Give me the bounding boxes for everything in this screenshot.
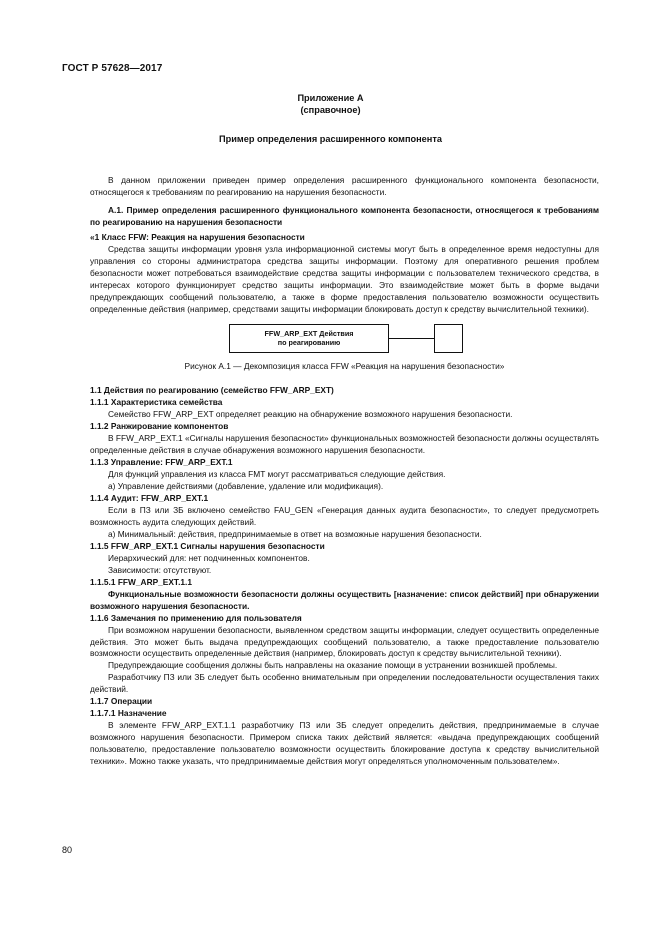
section-1-1-6-heading: 1.1.6 Замечания по применению для пользователя [90, 612, 302, 623]
section-1-1-5-hierarchy: Иерархический для: нет подчиненных компонентов. [108, 552, 310, 563]
annex-heading: Пример определения расширенного компонента [219, 134, 442, 144]
section-1-1-7-1-text: В элементе FFW_ARP_EXT.1.1 разработчику ПЗ или ЗБ следует определить действия, предпринимаемые в случае возможного нарушения безопасности. Примером списка таких действий является: «выдача предупреждающих сообщений пользователю, предоставление пользователю возможности осуществить блокирование доступа к средству вычислительной техники». Можно также указать, что предпринимаемые действия могут определяться уполномоченным пользователем». [90, 720, 599, 767]
section-1-1-6-paragraph-1: При возможном нарушении безопасности, выявленном средством защиты информации, следует осуществить определенные действия. Это может быть выдача предупреждающих сообщений пользователю, а также предоставление пользователю возможности осуществить определенные действия (например, блокировать доступ к средству вычислительной техники). [90, 624, 599, 659]
section-1-1-heading: 1.1 Действия по реагированию (семейство FFW_ARP_EXT) [90, 385, 334, 396]
section-1-1-5-dependencies: Зависимости: отсутствуют. [108, 564, 212, 575]
section-1-1-5-1-heading: 1.1.5.1 FFW_ARP_EXT.1.1 [90, 576, 193, 587]
section-1-1-4-heading: 1.1.4 Аудит: FFW_ARP_EXT.1 [90, 493, 209, 504]
section-1-1-3-text: Для функций управления из класса FMT могут рассматриваться следующие действия. [108, 469, 446, 480]
section-1-1-3-heading: 1.1.3 Управление: FFW_ARP_EXT.1 [90, 457, 233, 468]
section-1-1-6-paragraph-3: Разработчику ПЗ или ЗБ следует быть особенно внимательным при определении последовательности осуществления таких действий. [90, 672, 599, 695]
section-1-1-3-item: а) Управление действиями (добавление, удаление или модификация). [108, 481, 384, 492]
section-1-1-6-paragraph-2: Предупреждающие сообщения должны быть направлены на оказание помощи в устранении возникшей проблемы. [108, 660, 558, 671]
figure-caption: Рисунок А.1 — Декомпозиция класса FFW «Реакция на нарушения безопасности» [184, 361, 505, 372]
class-paragraph: Средства защиты информации уровня узла информационной системы могут быть в определенное время недоступны для управления со стороны администратора средства защиты информации. Поэтому для оперативного решения проблем безопасности может потребоваться взаимодействие средства защиты информации с пользователем технического средства, в интересах которого функционирует средство защиты информации. Это взаимодействие может быть в форме выдачи предупреждающих сообщений пользователю, а также в форме предоставления пользователю возможности осуществить определенные действия (например, средствами защиты информации блокировать доступ к средству вычислительной техники). [90, 243, 599, 314]
intro-paragraph: В данном приложении приведен пример определения расширенного функционального компонента безопасности, относящегося к требованиям по реагированию на нарушения безопасности. [90, 175, 599, 197]
section-1-1-4-item: а) Минимальный: действия, предпринимаемые в ответ на возможные нарушения безопасности. [108, 528, 482, 539]
annex-title: Приложение А [297, 93, 364, 103]
figure-component-box [434, 324, 463, 353]
figure-family-box [229, 324, 389, 353]
document-body [90, 175, 599, 768]
section-1-1-2-text: В FFW_ARP_EXT.1 «Сигналы нарушения безопасности» функциональных возможностей безопасности должны осуществлять определенные действия в случае обнаружения возможного нарушения безопасности. [90, 433, 600, 456]
section-1-1-1-heading: 1.1.1 Характеристика семейства [90, 397, 223, 408]
section-1-1-5-1-text: Функциональные возможности безопасности должны осуществить [назначение: список действий] при обнаружении возможного нарушения безопасности. [90, 588, 599, 611]
page-number: 80 [62, 845, 73, 855]
annex-subtitle: (справочное) [300, 105, 361, 115]
figure-box-line1: FFW_ARP_EXT Действия [264, 329, 354, 339]
figure-a1 [90, 319, 599, 375]
section-1-1-7-heading: 1.1.7 Операции [90, 696, 153, 707]
section-1-1-1-text: Семейство FFW_ARP_EXT определяет реакцию на обнаружение возможного нарушения безопасности. [108, 409, 513, 420]
section-a1-heading: А.1. Пример определения расширенного функционального компонента безопасности, относящегося к требованиям по реагированию на нарушения безопасности [90, 204, 599, 227]
figure-box-line2: по реагированию [277, 338, 341, 348]
document-code: ГОСТ Р 57628—2017 [62, 63, 163, 74]
figure-connector [389, 338, 434, 339]
section-1-1-2-heading: 1.1.2 Ранжирование компонентов [90, 421, 229, 432]
section-1-1-7-1-heading: 1.1.7.1 Назначение [90, 708, 167, 719]
section-1-1-5-heading: 1.1.5 FFW_ARP_EXT.1 Сигналы нарушения безопасности [90, 540, 325, 551]
section-1-1-4-text: Если в ПЗ или ЗБ включено семейство FAU_GEN «Генерация данных аудита безопасности», то следует предусмотреть возможность аудита следующих действий. [90, 505, 599, 527]
class-heading: «1 Класс FFW: Реакция на нарушения безопасности [90, 231, 305, 242]
